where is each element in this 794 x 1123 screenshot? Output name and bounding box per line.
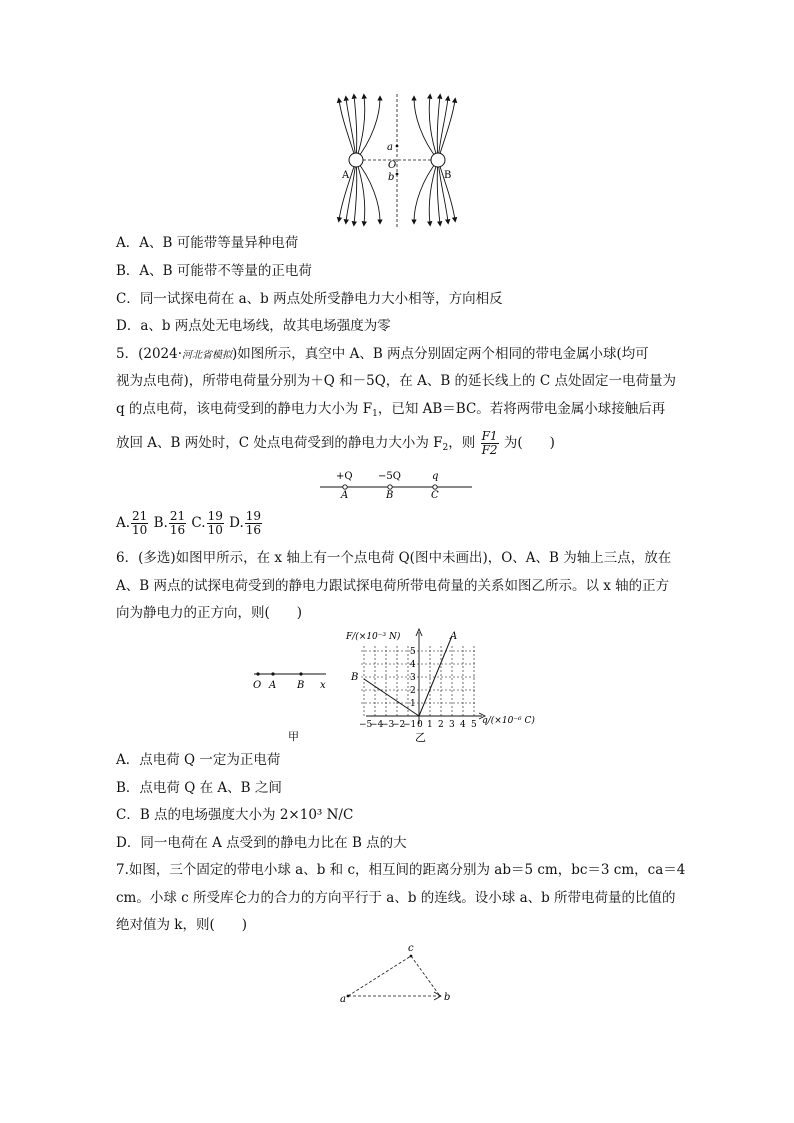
q7-label-a: a — [340, 994, 346, 1005]
yi-caption: 乙 — [415, 731, 426, 744]
q5-line-4: 放回 A、B 两处时，C 处点电荷受到的静电力大小为 $F_2$，则 $\frac{F1}{F2}$ 为( ) — [116, 429, 555, 457]
yi-ytick: 3 — [410, 673, 416, 683]
yi-line-B — [364, 679, 419, 716]
q5-label-q: q — [432, 471, 439, 482]
q5-label-minus5Q: −5Q — [378, 471, 401, 482]
yi-xtick: 2 — [438, 720, 444, 730]
q4-option-d[interactable]: D．a、b 两点处无电场线，故其电场强度为零 — [116, 318, 391, 334]
yi-xtick: −4 — [370, 720, 384, 730]
yi-ytick: 2 — [410, 686, 416, 696]
q7-label-c: c — [408, 943, 414, 954]
jia-label-O: O — [253, 680, 262, 691]
q5-label-plusQ: +Q — [336, 471, 353, 482]
q5-option-d[interactable]: D. $\frac{19}{16}$ — [229, 509, 262, 537]
q5-option-b[interactable]: B. $\frac{21}{16}$ — [153, 509, 186, 537]
q5-option-a[interactable]: A. $\frac{21}{10}$ — [116, 509, 148, 537]
yi-line-A — [419, 636, 452, 716]
label-point-o: O — [388, 160, 397, 171]
q6-option-b[interactable]: B．点电荷 Q 在 A、B 之间 — [116, 780, 282, 796]
yi-xtick: −1 — [403, 720, 417, 730]
q5-line-3: q 的点电荷，该电荷受到的静电力大小为 $F_1$，已知 AB＝BC。若将两带电金属小球接触后再 — [116, 401, 666, 419]
yi-xtick: 1 — [427, 720, 433, 730]
yi-ylabel: F/(×10⁻³ N) — [346, 632, 401, 642]
q5-line-1: 5．(2024·河北省模拟)如图所示，真空中 A、B 两点分别固定两个相同的带电金属小球(均可 — [116, 346, 649, 362]
q4-option-c[interactable]: C．同一试探电荷在 a、b 两点处所受静电力大小相等，方向相反 — [116, 291, 503, 307]
q7-line-1: 7.如图，三个固定的带电小球 a、b 和 c，相互间的距离分别为 ab＝5 cm，bc＝3 cm，ca＝4 — [116, 862, 686, 878]
q7-triangle-figure — [338, 940, 458, 1006]
q7-line-2: cm。小球 c 所受库仑力的合力的方向平行于 a、b 的连线。设小球 a、b 所带电荷量的比值的 — [116, 890, 676, 906]
q5-options — [116, 508, 263, 538]
q6-option-c[interactable]: C．B 点的电场强度大小为 2×10³ N/C — [116, 807, 354, 823]
q6-option-a[interactable]: A．点电荷 Q 一定为正电荷 — [116, 752, 281, 768]
q6-line-1: 6．(多选)如图甲所示，在 x 轴上有一个点电荷 Q(图中未画出)，O、A、B 为轴上三点，放在 — [116, 550, 672, 566]
yi-xtick: −5 — [359, 720, 373, 730]
yi-xtick: 5 — [471, 720, 477, 730]
yi-ytick: 1 — [410, 699, 416, 709]
yi-ytick: 4 — [410, 660, 416, 670]
jia-label-A: A — [269, 680, 277, 691]
jia-caption: 甲 — [288, 730, 299, 743]
yi-origin: 0 — [417, 720, 423, 730]
q4-option-a[interactable]: A．A、B 可能带等量异种电荷 — [116, 235, 299, 251]
label-point-b: b — [388, 172, 395, 183]
label-charge-B: B — [444, 170, 452, 181]
jia-label-B: B — [297, 680, 305, 691]
q7-label-b: b — [444, 992, 451, 1003]
q5-label-C: C — [431, 490, 439, 500]
q5-ratio: $\frac{F1}{F2}$ — [481, 429, 498, 457]
q6-line-3: 向为静电力的正方向，则( ) — [116, 605, 303, 621]
q5-line-2: 视为点电荷)，所带电荷量分别为＋Q 和－5Q，在 A、B 的延长线上的 C 点处固定一电荷量为 — [116, 373, 676, 389]
yi-xtick: 4 — [460, 720, 466, 730]
q6-line-2: A、B 两点的试探电荷受到的静电力跟试探电荷所带电荷量的关系如图乙所示。以 x 轴的正方 — [116, 578, 670, 594]
q5-label-B: B — [386, 490, 394, 500]
yi-xlabel: q/(×10⁻⁶ C) — [482, 716, 535, 726]
yi-xtick: 3 — [449, 720, 455, 730]
jia-label-x: x — [320, 680, 326, 691]
label-point-a: a — [387, 142, 393, 153]
label-charge-A: A — [342, 170, 350, 181]
yi-xtick: −3 — [381, 720, 395, 730]
yi-ytick: 5 — [410, 647, 416, 657]
q6-figure-jia — [248, 664, 338, 744]
q4-option-b[interactable]: B．A、B 可能带不等量的正电荷 — [116, 263, 312, 279]
yi-label-A: A — [450, 631, 458, 642]
q5-option-c[interactable]: C. $\frac{19}{10}$ — [191, 509, 223, 537]
field-lines-figure — [336, 92, 462, 230]
q5-source: 河北省模拟 — [182, 350, 233, 361]
q5-figure — [318, 466, 474, 500]
q6-figure-yi — [342, 626, 582, 744]
q7-line-3: 绝对值为 k，则( ) — [116, 917, 248, 933]
yi-xtick: −2 — [392, 720, 406, 730]
q5-label-A: A — [341, 490, 349, 500]
q6-option-d[interactable]: D．同一电荷在 A 点受到的静电力比在 B 点的大 — [116, 835, 407, 851]
yi-label-B: B — [351, 672, 359, 683]
